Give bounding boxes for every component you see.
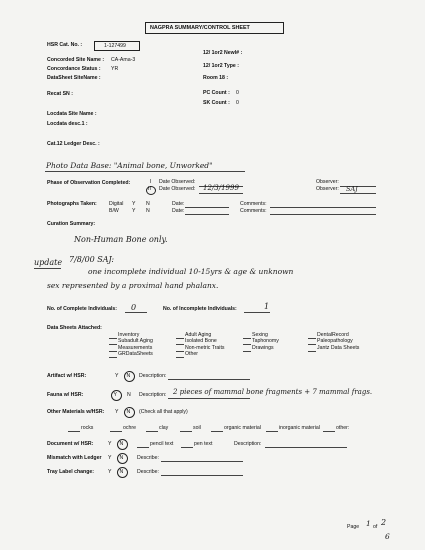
datasheet-checkbox-line[interactable] [243, 351, 251, 352]
other-materials-check-note: (Check all that apply) [139, 409, 188, 415]
date-observed-value: 12/3/1999 [203, 184, 239, 192]
other-materials-n[interactable]: N [126, 409, 131, 415]
observer-value: SAJ [346, 185, 358, 193]
datasheet-checkbox-line[interactable] [176, 338, 184, 339]
datasheet-site-label: DataSheet SiteName : [47, 75, 101, 81]
datasheet-checkbox-line[interactable] [109, 344, 117, 345]
document-pencil-label: pencil text [150, 441, 174, 447]
other-material-label: inorganic material [279, 425, 320, 431]
concordance-status-value: YR [111, 66, 119, 72]
hsr-cat-value: 1-127499 [104, 42, 126, 49]
mismatch-label: Mismatch with Ledger [47, 455, 102, 461]
phase-opt-1[interactable]: I [150, 179, 152, 185]
of-label: of [373, 524, 378, 530]
photo-comments-label-1: Comments: [240, 201, 267, 207]
date-observed-label-2: Date Observed: [159, 186, 196, 192]
incomplete-individuals-label: No. of Incomplete Individuals: [163, 306, 237, 312]
other-material-checkbox-line[interactable] [110, 431, 122, 432]
title-box [145, 22, 284, 34]
datasheet-checkbox-line[interactable] [308, 344, 316, 345]
type-label: 12/ 1or2 Type : [203, 63, 239, 69]
photo-date-label-2: Date: [172, 208, 185, 214]
pc-count-value: 0 [236, 90, 239, 96]
artifact-label: Artifact w/ HSR: [47, 373, 87, 379]
update-line-1: 7/8/00 SAJ: [69, 255, 115, 264]
fauna-y[interactable]: Y [113, 392, 117, 398]
document-desc-line [265, 447, 347, 448]
other-material-checkbox-line[interactable] [68, 431, 80, 432]
photo-bw-label: B/W [109, 208, 119, 214]
update-label: update [34, 258, 63, 267]
other-material-label: other: [336, 425, 350, 431]
complete-individuals-line [125, 312, 147, 313]
document-desc-label: Description: [234, 441, 262, 447]
mismatch-desc-label: Describe: [137, 455, 159, 461]
pc-count-label: PC Count : [203, 90, 230, 96]
mismatch-y[interactable]: Y [108, 455, 112, 461]
incomplete-individuals-line [244, 312, 270, 313]
artifact-desc-label: Description: [139, 373, 167, 379]
complete-individuals-value: 0 [131, 303, 137, 312]
fauna-desc-label: Description: [139, 392, 167, 398]
observer-line-2 [340, 193, 376, 194]
artifact-n[interactable]: N [126, 373, 131, 379]
other-materials-y[interactable]: Y [115, 409, 119, 415]
photo-comments-line-1 [270, 207, 376, 208]
other-material-label: clay [159, 425, 169, 431]
photo-date-label-1: Date: [172, 201, 185, 207]
artifact-y[interactable]: Y [115, 373, 119, 379]
fauna-desc-value: 2 pieces of mammal bone fragments + 7 mammal frags. [173, 388, 373, 396]
photo-date-line-1 [185, 207, 229, 208]
tray-n[interactable]: N [119, 469, 124, 475]
datasheet-item-label: Non-metric Traits [185, 344, 225, 351]
photo-bw-n[interactable]: N [146, 208, 150, 214]
document-n[interactable]: N [119, 441, 124, 447]
document-pen-line [181, 447, 193, 448]
document-pen-label: pen text [194, 441, 213, 447]
date-observed-line-2 [199, 193, 243, 194]
datasheet-item-label: Inventory [118, 332, 140, 338]
sk-count-value: 0 [236, 100, 239, 106]
artifact-desc-line [168, 379, 250, 380]
update-underline [34, 268, 61, 269]
observer-label-2: Observer: [316, 186, 339, 192]
concordance-status-label: Concordance Status : [47, 66, 101, 72]
photo-database-note: Photo Data Base: "Animal bone, Unworked" [46, 161, 213, 170]
document-label: Document w/ HSR: [47, 441, 94, 447]
datasheet-checkbox-line[interactable] [243, 338, 251, 339]
concorded-site-value: CA-Ama-3 [111, 57, 136, 63]
recat-sn-label: Recat SN : [47, 91, 73, 97]
other-materials-label: Other Materials w/HSR: [47, 409, 105, 415]
document-pencil-line [137, 447, 149, 448]
other-material-checkbox-line[interactable] [146, 431, 158, 432]
other-material-checkbox-line[interactable] [180, 431, 192, 432]
tray-y[interactable]: Y [108, 469, 112, 475]
photographs-label: Photographs Taken: [47, 201, 97, 207]
photo-date-line-2 [185, 214, 229, 215]
datasheet-item-label: Other [185, 350, 198, 357]
fauna-desc-line [168, 398, 250, 399]
datasheet-checkbox-line[interactable] [243, 344, 251, 345]
other-material-checkbox-line[interactable] [323, 431, 335, 432]
curation-summary-label: Curation Summary: [47, 221, 96, 227]
date-observed-label-1: Date Observed: [159, 179, 196, 185]
tray-desc-line [161, 475, 243, 476]
photo-comments-label-2: Comments: [240, 208, 267, 214]
datasheet-item-label: Adult Aging [185, 332, 212, 338]
page-title: NAGPRA SUMMARY/CONTROL SHEET [150, 24, 250, 31]
locdata-desc-label: Locdata desc.1 : [47, 121, 88, 127]
curation-note: Non-Human Bone only. [74, 235, 168, 244]
update-line-2: one incomplete individual 10-15yrs & age & unknown [88, 267, 294, 276]
locdata-site-label: Locdata Site Name : [47, 111, 97, 117]
photo-bw-y[interactable]: Y [132, 208, 136, 214]
datasheet-item-label: DentalRecord [317, 332, 349, 338]
complete-individuals-label: No. of Complete Individuals: [47, 306, 118, 312]
datasheet-item-label: Paleopathology [317, 338, 353, 345]
tray-desc-label: Describe: [137, 469, 159, 475]
datasheet-checkbox-line[interactable] [109, 357, 117, 358]
mismatch-desc-line [161, 461, 243, 462]
datasheet-checkbox-line[interactable] [109, 351, 117, 352]
tray-label: Tray Label change: [47, 469, 94, 475]
datasheet-checkbox-line[interactable] [308, 338, 316, 339]
datasheet-item-label: Subadult Aging [118, 338, 153, 345]
photo-note-underline [45, 171, 245, 172]
room-label: Room 18 : [203, 75, 229, 81]
page-number: 1 [366, 519, 371, 528]
datasheet-checkbox-line[interactable] [308, 351, 316, 352]
other-material-label: soil [193, 425, 201, 431]
other-material-label: organic material [224, 425, 261, 431]
fauna-label: Fauna w/ HSR: [47, 392, 84, 398]
other-material-checkbox-line[interactable] [211, 431, 223, 432]
fauna-n[interactable]: N [127, 392, 131, 398]
datasheet-item-label: Drawings [252, 344, 274, 351]
other-material-checkbox-line[interactable] [266, 431, 278, 432]
other-material-label: rocks [81, 425, 94, 431]
observer-label-1: Observer: [316, 179, 339, 185]
datasheet-item-label: Jantz Data Sheets [317, 344, 360, 351]
photo-digital-n[interactable]: N [146, 201, 150, 207]
other-material-label: ochre [123, 425, 136, 431]
page-label: Page [347, 524, 360, 530]
datasheet-checkbox-line[interactable] [176, 351, 184, 352]
cat12-ledger-label: Cat.12 Ledger Desc. : [47, 141, 100, 147]
phase-opt-2[interactable]: II [148, 186, 151, 192]
datasheet-item-label: Isolated Bone [185, 338, 217, 345]
document-y[interactable]: Y [108, 441, 112, 447]
incomplete-individuals-value: 1 [264, 302, 270, 311]
datasheet-checkbox-line[interactable] [176, 344, 184, 345]
hsr-cat-label: HSR Cat. No. : [47, 42, 83, 48]
datasheets-label: Data Sheets Attached: [47, 325, 102, 331]
corner-mark: 6 [385, 532, 390, 541]
concorded-site-label: Concorded Site Name : [47, 57, 105, 63]
hsr-cat-box [94, 41, 140, 51]
photo-digital-label: Digital [109, 201, 124, 207]
newl-label: 12/ 1or2 Newl# : [203, 50, 243, 56]
datasheet-checkbox-line[interactable] [176, 357, 184, 358]
sk-count-label: SK Count : [203, 100, 230, 106]
datasheet-item-label: Sexing [252, 332, 268, 338]
page-total: 2 [381, 518, 387, 527]
update-line-3: sex represented by a proximal hand phalanx. [47, 281, 219, 290]
phase-label: Phase of Observation Completed: [47, 180, 131, 186]
datasheet-item-label: GRDataSheets [118, 350, 153, 357]
datasheet-item-label: Taphonomy [252, 338, 279, 345]
mismatch-n[interactable]: N [119, 455, 124, 461]
photo-comments-line-2 [270, 214, 376, 215]
datasheet-checkbox-line[interactable] [109, 338, 117, 339]
datasheet-item-label: Measurements [118, 344, 153, 351]
photo-digital-y[interactable]: Y [132, 201, 136, 207]
